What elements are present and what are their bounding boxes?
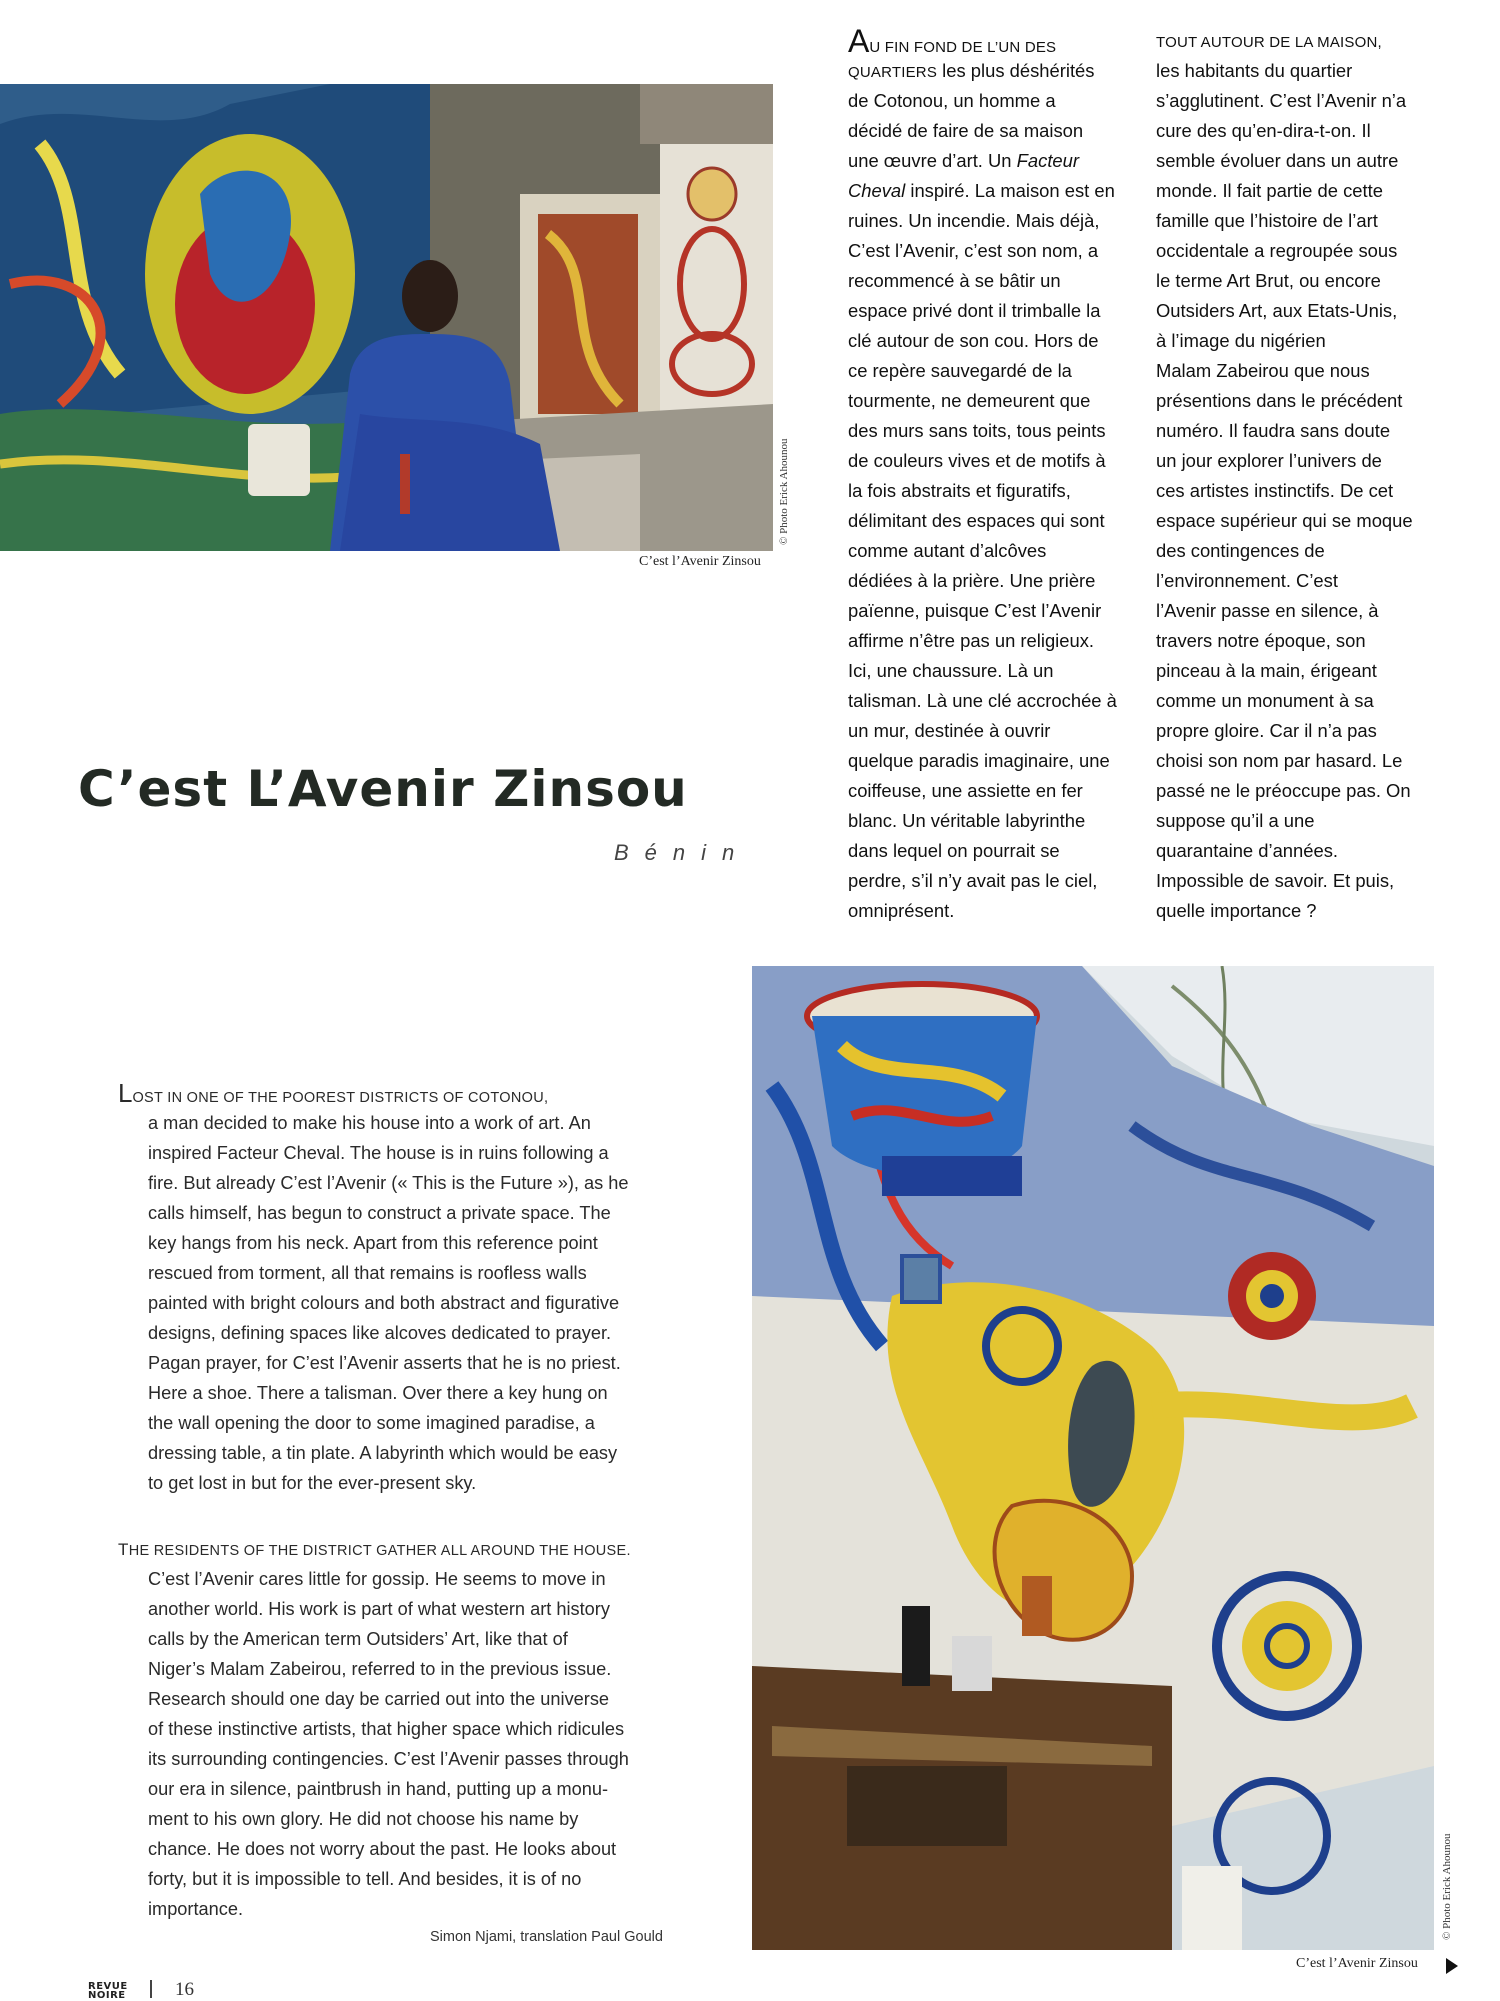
french-col1-line: talisman. Là une clé accrochée à xyxy=(848,690,1117,711)
french-col1-line: clé autour de son cou. Hors de xyxy=(848,330,1099,351)
french-col1-line: ce repère sauvegardé de la xyxy=(848,360,1072,381)
french-col1-line: des murs sans toits, tous peints xyxy=(848,420,1106,441)
french-col1-line: recommencé à se bâtir un xyxy=(848,270,1061,291)
english-p2-line: forty, but it is impossible to tell. And besides, it is of no xyxy=(148,1869,582,1889)
french-col2-line: numéro. Il faudra sans doute xyxy=(1156,420,1391,441)
french-col2-line: Outsiders Art, aux Etats-Unis, xyxy=(1156,300,1398,321)
author-signature: Simon Njami, translation Paul Gould xyxy=(430,1929,663,1945)
french-col2-line: travers notre époque, son xyxy=(1156,630,1366,651)
french-col1-line: Ici, une chaussure. Là un xyxy=(848,660,1054,681)
french-col2-line: choisi son nom par hasard. Le xyxy=(1156,750,1403,771)
french-col2-line: suppose qu’il a une xyxy=(1156,810,1315,831)
top-photo xyxy=(0,84,773,551)
french-col2-line: Malam Zabeirou que nous xyxy=(1156,360,1370,381)
french-col2-line: monde. Il fait partie de cette xyxy=(1156,180,1383,201)
english-p1-line: dressing table, a tin plate. A labyrinth which would be easy xyxy=(148,1443,618,1463)
bottom-photo-credit: © Photo Erick Ahounou xyxy=(1441,1833,1453,1940)
english-p2-line: importance. xyxy=(148,1899,244,1919)
english-p1-lead-text: OST IN ONE OF THE POOREST DISTRICTS OF COTONOU, xyxy=(132,1090,549,1106)
english-p2-lead-text: HE RESIDENTS OF THE DISTRICT GATHER ALL AROUND THE HOUSE. xyxy=(128,1543,631,1559)
next-page-arrow-icon xyxy=(1446,1958,1458,1974)
top-photo-caption: C’est l’Avenir Zinsou xyxy=(639,554,761,569)
footer-divider xyxy=(150,1980,152,1998)
english-p2-line: ment to his own glory. He did not choose his name by xyxy=(148,1809,579,1829)
bottom-photo-caption: C’est l’Avenir Zinsou xyxy=(1296,1956,1418,1971)
english-p2-line: chance. He does not worry about the past. He looks about xyxy=(148,1839,617,1859)
french-col1-line: coiffeuse, une assiette en fer xyxy=(848,780,1083,801)
magazine-logo-line2: NOIRE xyxy=(88,1990,126,2001)
french-col1-line: espace privé dont il trimballe la xyxy=(848,300,1101,321)
french-col2-line: l’environnement. C’est xyxy=(1156,570,1338,591)
bottom-photo xyxy=(752,966,1434,1950)
english-p2-line: Research should one day be carried out into the universe xyxy=(148,1689,610,1709)
french-col1-line: une œuvre d’art. Un Facteur xyxy=(848,150,1080,171)
french-col2-line: quarantaine d’années. xyxy=(1156,840,1339,861)
french-col1-line: délimitant des espaces qui sont xyxy=(848,510,1105,531)
french-col1-line: perdre, s’il n’y avait pas le ciel, xyxy=(848,870,1098,891)
page-number: 16 xyxy=(175,1979,194,2000)
french-col2-line: s’agglutinent. C’est l’Avenir n’a xyxy=(1156,90,1407,111)
english-p2-lead-line xyxy=(118,1534,688,1564)
article-country: Bénin xyxy=(614,840,751,865)
french-col2-line: cure des qu’en-dira-t-on. Il xyxy=(1156,120,1371,141)
french-col1-line: tourmente, ne demeurent que xyxy=(848,390,1091,411)
french-col1-line: affirme n’être pas un religieux. xyxy=(848,630,1095,651)
english-p2-drop-letter: T xyxy=(118,1540,129,1559)
english-p2-line: calls by the American term Outsiders’ Art, like that of xyxy=(148,1629,568,1649)
english-p2-line: C’est l’Avenir cares little for gossip. He seems to move in xyxy=(148,1569,606,1589)
french-col2-line: à l’image du nigérien xyxy=(1156,330,1326,351)
french-col1-line: dédiées à la prière. Une prière xyxy=(848,570,1096,591)
french-col2-line: les habitants du quartier xyxy=(1156,60,1353,81)
english-p2-line: another world. His work is part of what western art history xyxy=(148,1599,610,1619)
french-col2-line: propre gloire. Car il n’a pas xyxy=(1156,720,1377,741)
english-p1-line: fire. But already C’est l’Avenir (« This is the Future »), as he xyxy=(148,1173,629,1193)
french-col2-lead-text: TOUT AUTOUR DE LA MAISON, xyxy=(1156,34,1382,51)
french-col1-line: omniprésent. xyxy=(848,900,955,921)
french-col1-line: quelque paradis imaginaire, une xyxy=(848,750,1110,771)
french-col1-line: ruines. Un incendie. Mais déjà, xyxy=(848,210,1100,231)
french-col1-line: décidé de faire de sa maison xyxy=(848,120,1084,141)
french-col1-lead-line xyxy=(848,23,1126,59)
french-col1-line: C’est l’Avenir, c’est son nom, a xyxy=(848,240,1099,261)
english-p1-line: painted with bright colours and both abstract and figurative xyxy=(148,1293,620,1313)
english-p1-lead-line xyxy=(118,1078,688,1108)
english-paragraph-2 xyxy=(118,1534,688,1924)
french-column-2 xyxy=(1156,26,1434,926)
french-col1-line: la fois abstraits et figuratifs, xyxy=(848,480,1071,501)
english-p2-line: our era in silence, paintbrush in hand, putting up a monu- xyxy=(148,1779,609,1799)
french-col1-line: de couleurs vives et de motifs à xyxy=(848,450,1106,471)
english-p1-line: Pagan prayer, for C’est l’Avenir asserts that he is no priest. xyxy=(148,1353,621,1373)
french-col2-line: présentions dans le précédent xyxy=(1156,390,1403,411)
french-col1-line: comme autant d’alcôves xyxy=(848,540,1047,561)
english-paragraph-1 xyxy=(118,1078,688,1498)
magazine-logo-line1: REVUE xyxy=(88,1981,128,1992)
french-col2-line: comme un monument à sa xyxy=(1156,690,1374,711)
french-col1-line: Cheval inspiré. La maison est en xyxy=(848,180,1115,201)
french-col1-lead-word: QUARTIERS xyxy=(848,64,938,81)
english-p2-line: Niger’s Malam Zabeirou, referred to in the previous issue. xyxy=(148,1659,612,1679)
english-p1-line: Here a shoe. There a talisman. Over there a key hung on xyxy=(148,1383,608,1403)
english-p1-line: the wall opening the door to some imagined paradise, a xyxy=(148,1413,595,1433)
top-photo-credit: © Photo Erick Ahounou xyxy=(778,438,790,545)
french-col2-line: semble évoluer dans un autre xyxy=(1156,150,1399,171)
french-col2-line: des contingences de xyxy=(1156,540,1325,561)
english-p1-line: rescued from torment, all that remains is roofless walls xyxy=(148,1263,587,1283)
french-col1-line: QUARTIERS les plus déshérités xyxy=(848,60,1095,81)
english-p1-line: key hangs from his neck. Apart from this reference point xyxy=(148,1233,598,1253)
french-col2-line: un jour explorer l’univers de xyxy=(1156,450,1382,471)
english-p1-line: designs, defining spaces like alcoves dedicated to prayer. xyxy=(148,1323,612,1343)
french-col2-lead-line xyxy=(1156,26,1434,56)
english-p1-line: a man decided to make his house into a work of art. An xyxy=(148,1113,591,1133)
french-col1-lead-text: U FIN FOND DE L’UN DES xyxy=(869,39,1057,56)
english-p2-line: its surrounding contingencies. C’est l’Avenir passes through xyxy=(148,1749,629,1769)
french-col2-line: passé ne le préoccupe pas. On xyxy=(1156,780,1411,801)
french-col2-line: pinceau à la main, érigeant xyxy=(1156,660,1377,681)
french-col1-line: païenne, puisque C’est l’Avenir xyxy=(848,600,1102,621)
french-col1-drop-letter: A xyxy=(848,23,870,59)
french-col2-line: le terme Art Brut, ou encore xyxy=(1156,270,1381,291)
french-column-1 xyxy=(848,23,1126,926)
english-p1-line: to get lost in but for the ever-present sky. xyxy=(148,1473,477,1493)
french-col2-line: quelle importance ? xyxy=(1156,900,1317,921)
french-col1-line: blanc. Un véritable labyrinthe xyxy=(848,810,1086,831)
french-col2-line: ces artistes instinctifs. De cet xyxy=(1156,480,1394,501)
french-col1-line: dans lequel on pourrait se xyxy=(848,840,1060,861)
french-col2-line: espace supérieur qui se moque xyxy=(1156,510,1413,531)
french-col2-line: famille que l’histoire de l’art xyxy=(1156,210,1378,231)
magazine-logo xyxy=(88,1982,148,2000)
french-col1-line: de Cotonou, un homme a xyxy=(848,90,1056,111)
french-col1-line: un mur, destinée à ouvrir xyxy=(848,720,1051,741)
english-p1-drop-letter: L xyxy=(118,1078,133,1108)
english-p2-line: of these instinctive artists, that higher space which ridicules xyxy=(148,1719,625,1739)
article-title: C’est L’Avenir Zinsou xyxy=(78,760,688,818)
english-p1-line: calls himself, has begun to construct a private space. The xyxy=(148,1203,611,1223)
english-p1-line: inspired Facteur Cheval. The house is in ruins following a xyxy=(148,1143,609,1163)
french-col2-line: l’Avenir passe en silence, à xyxy=(1156,600,1379,621)
french-col2-line: occidentale a regroupée sous xyxy=(1156,240,1398,261)
french-col2-line: Impossible de savoir. Et puis, xyxy=(1156,870,1395,891)
